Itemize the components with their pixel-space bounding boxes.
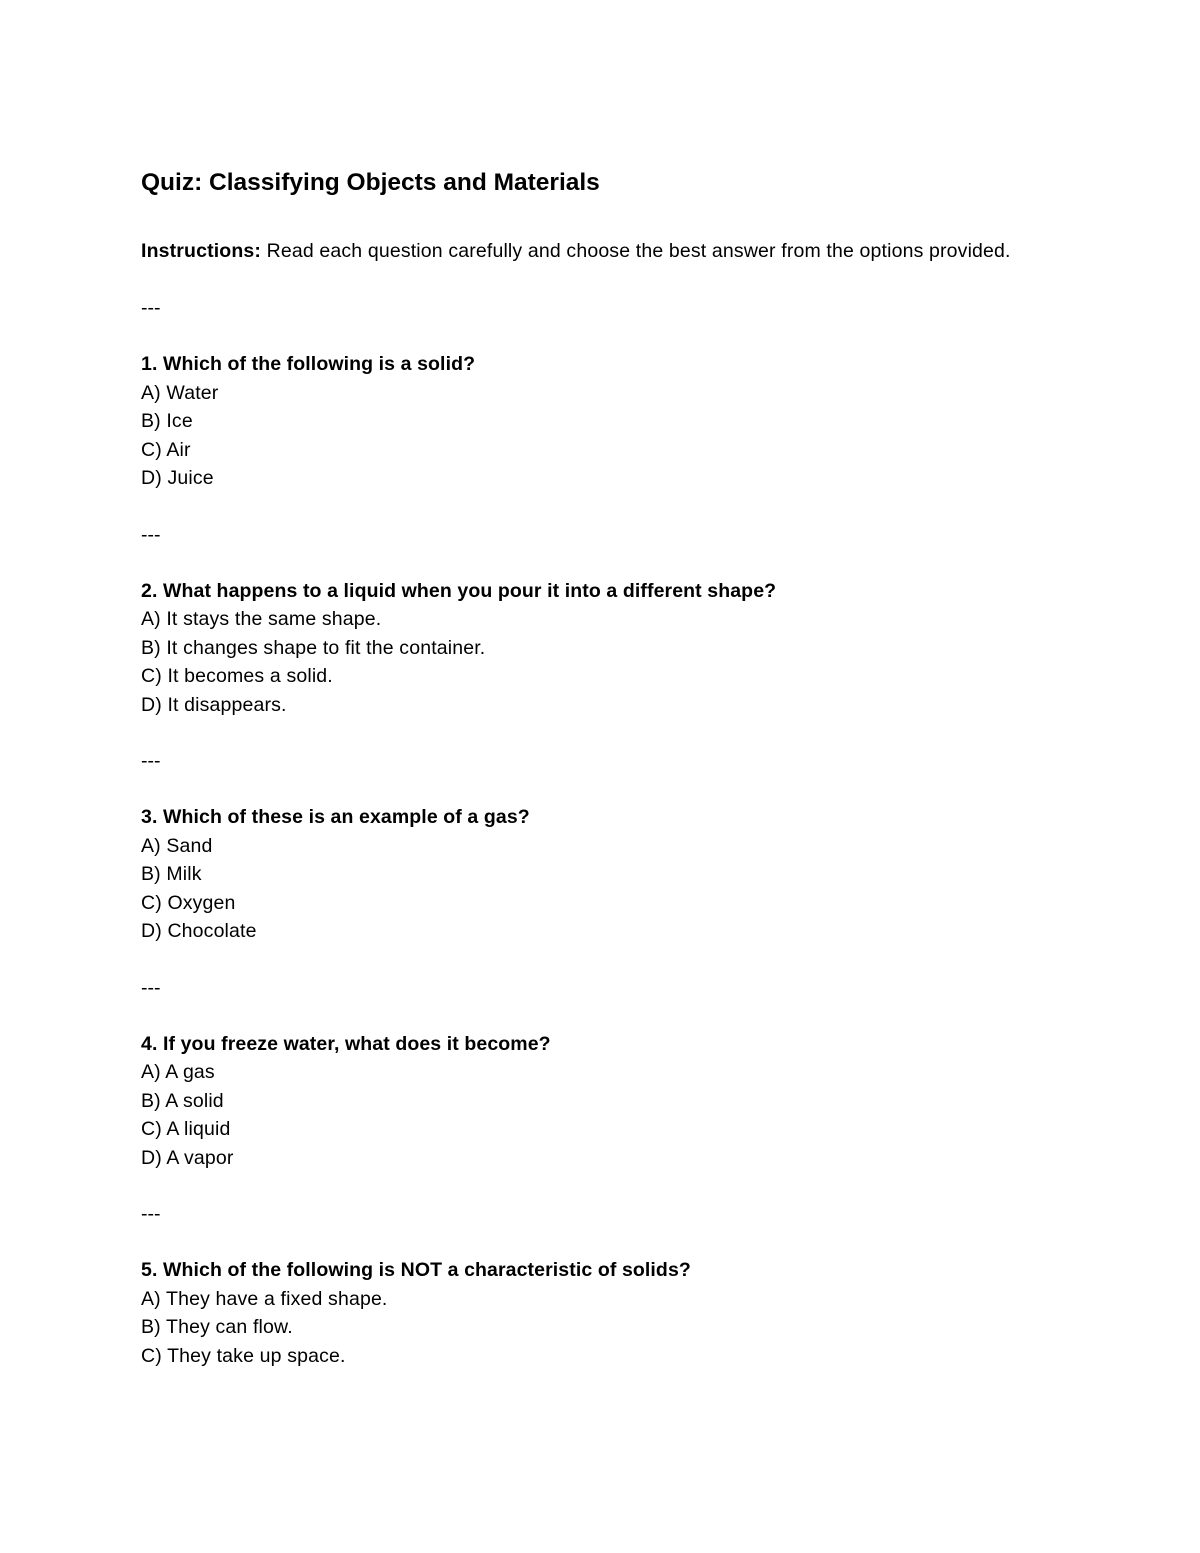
- separator: ---: [141, 297, 161, 319]
- question-5: [141, 1256, 1041, 1370]
- option-c: C) Oxygen: [141, 891, 236, 914]
- question-text: 3. Which of these is an example of a gas?: [141, 806, 530, 828]
- separator: ---: [141, 750, 161, 772]
- option-a: A) Water: [141, 381, 219, 404]
- question-4: [141, 1030, 1041, 1173]
- question-3: [141, 803, 1041, 946]
- option-b: B) A solid: [141, 1089, 224, 1112]
- option-d: D) It disappears.: [141, 693, 287, 716]
- option-c: C) A liquid: [141, 1118, 231, 1140]
- option-c: C) It becomes a solid.: [141, 665, 333, 687]
- question-2: [141, 577, 1041, 720]
- separator: ---: [141, 1203, 161, 1225]
- option-c: C) They take up space.: [141, 1344, 346, 1367]
- instructions: [141, 236, 1041, 266]
- option-d: D) A vapor: [141, 1146, 234, 1169]
- option-a: A) They have a fixed shape.: [141, 1287, 388, 1310]
- option-d: D) Juice: [141, 467, 214, 489]
- question-text: 1. Which of the following is a solid?: [141, 353, 476, 375]
- option-a: A) Sand: [141, 834, 213, 857]
- option-b: B) Ice: [141, 410, 193, 432]
- instructions-label: Instructions:: [141, 240, 262, 262]
- document-page: [141, 166, 1041, 1370]
- question-text: 4. If you freeze water, what does it become?: [141, 1032, 551, 1055]
- option-d: D) Chocolate: [141, 920, 257, 942]
- option-b: B) It changes shape to fit the container.: [141, 636, 486, 659]
- option-b: B) They can flow.: [141, 1316, 293, 1338]
- question-text: 5. Which of the following is NOT a characteristic of solids?: [141, 1259, 691, 1281]
- option-c: C) Air: [141, 438, 191, 461]
- quiz-title: Quiz: Classifying Objects and Materials: [141, 169, 600, 196]
- option-a: A) A gas: [141, 1061, 215, 1083]
- option-b: B) Milk: [141, 863, 202, 885]
- question-1: [141, 350, 1041, 493]
- question-text: 2. What happens to a liquid when you pour it into a different shape?: [141, 579, 777, 602]
- separator: ---: [141, 976, 161, 999]
- separator: ---: [141, 523, 161, 546]
- instructions-text: Read each question carefully and choose the best answer from the options provided.: [261, 240, 1011, 262]
- option-a: A) It stays the same shape.: [141, 608, 382, 630]
